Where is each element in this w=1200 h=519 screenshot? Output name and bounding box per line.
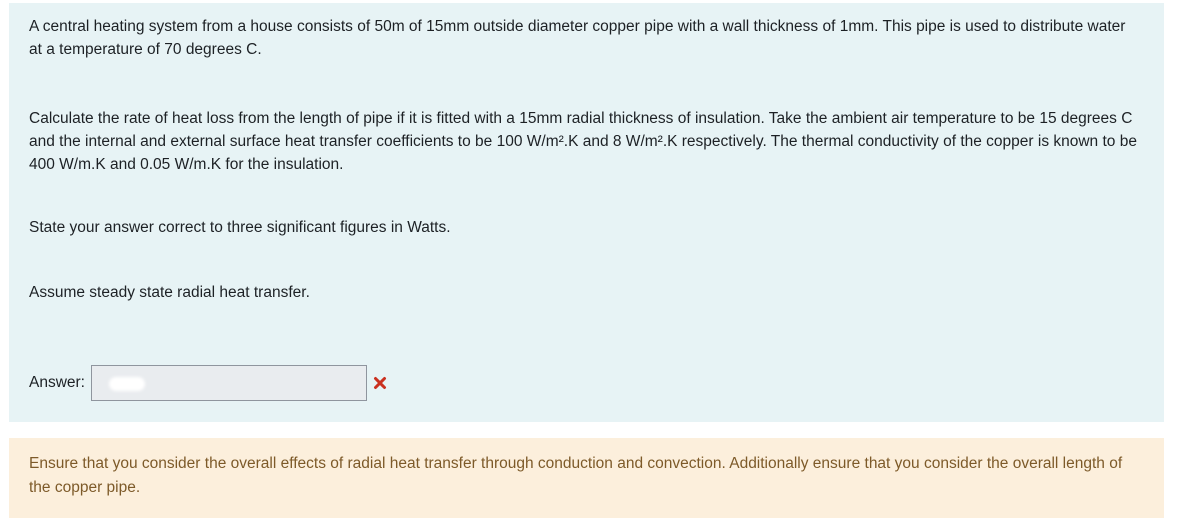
general-feedback-text: Ensure that you consider the overall effects of radial heat transfer through conduction and convection. Additionally ensure that you consider the overall length of the copper pipe.: [29, 455, 1123, 496]
feedback-box: [9, 438, 1164, 518]
question-paragraph-2: Calculate the rate of heat loss from the length of pipe if it is fitted with a 15mm radial thickness of insulation. Take the ambient air temperature to be 15 degrees C and the internal and external surface heat transfer coefficients to be 100 W/m².K and 8 W/m².K respectively. The thermal conductivity of the copper is known to be 400 W/m.K and 0.05 W/m.K for the insulation.: [29, 110, 1137, 173]
answer-input-wrapper: [91, 365, 367, 401]
question-paragraph-4: Assume steady state radial heat transfer.: [29, 284, 310, 301]
incorrect-cross-icon: [373, 376, 387, 390]
question-box: [9, 3, 1164, 422]
answer-label: Answer:: [29, 374, 85, 391]
question-paragraph-1: A central heating system from a house consists of 50m of 15mm outside diameter copper pipe with a wall thickness of 1mm. This pipe is used to distribute water at a temperature of 70 degrees C.: [29, 18, 1126, 58]
answer-row: [29, 363, 387, 403]
redaction-mark: [109, 377, 145, 391]
question-paragraph-3: State your answer correct to three significant figures in Watts.: [29, 219, 451, 236]
